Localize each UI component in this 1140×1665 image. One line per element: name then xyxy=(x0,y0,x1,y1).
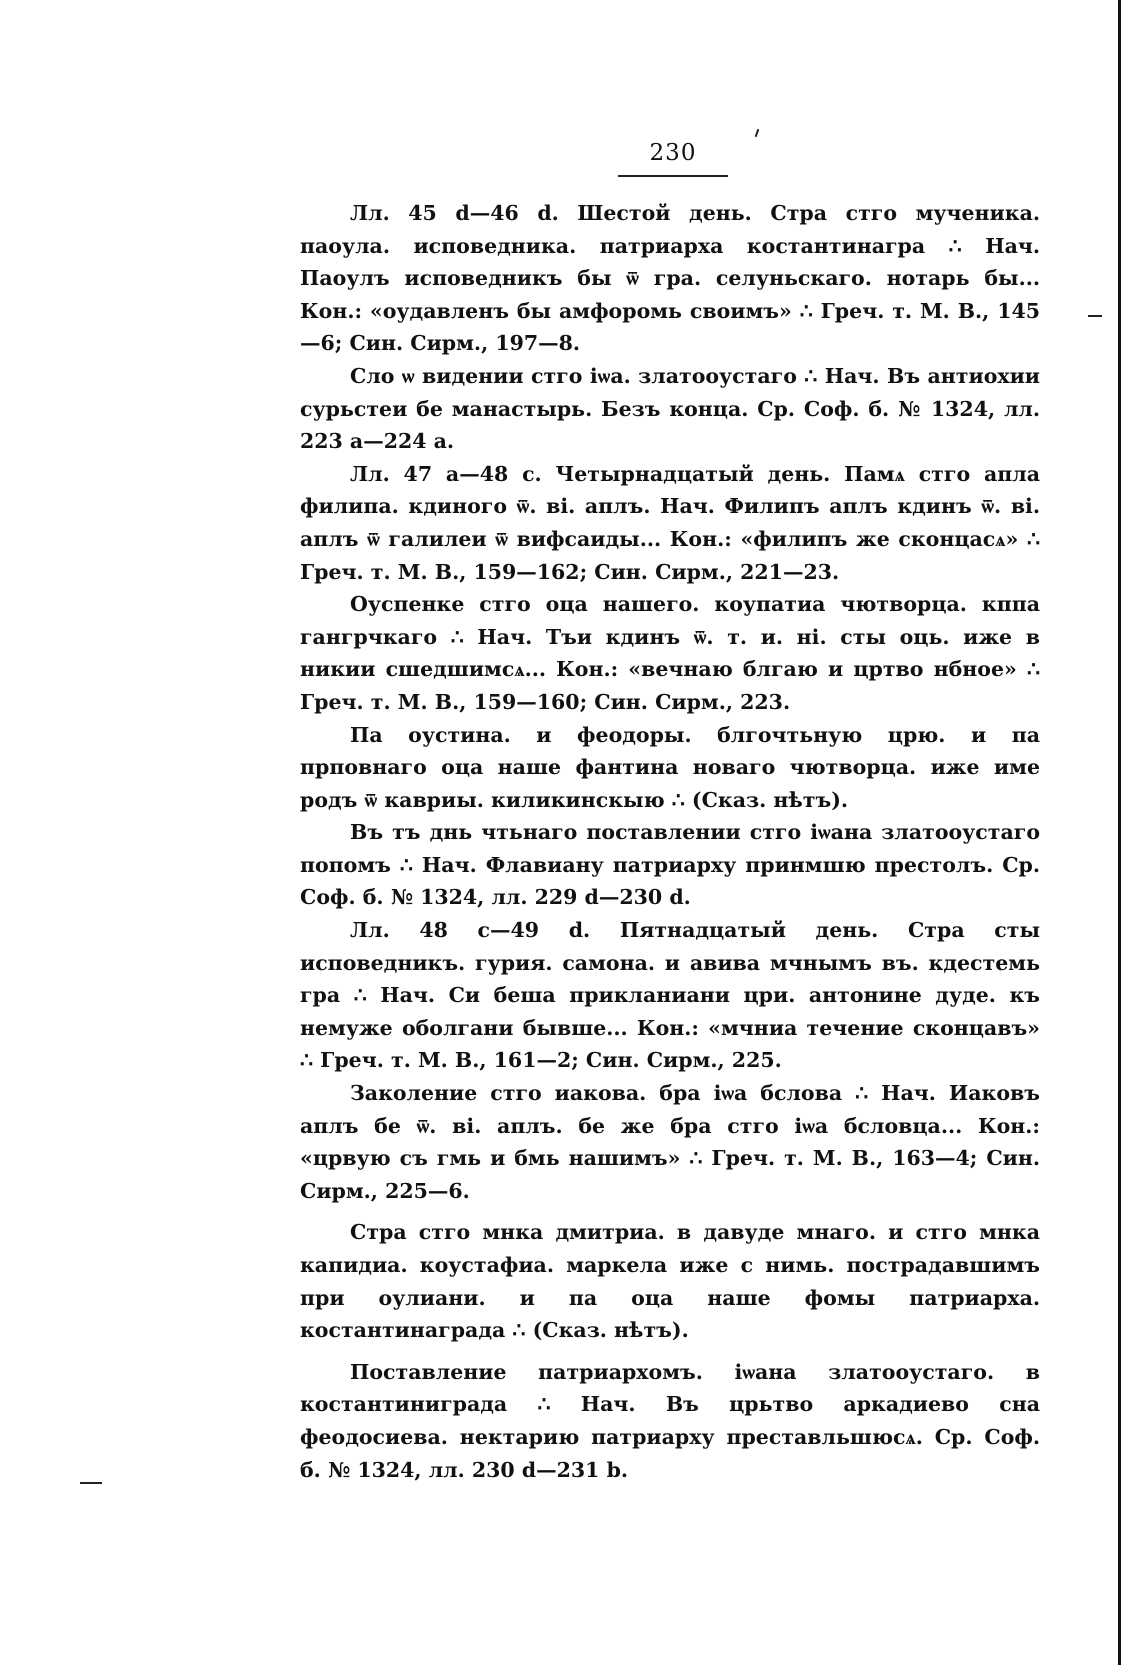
scan-speck xyxy=(755,129,760,137)
entry-paragraph: Заколение стго иакова. бра іѡа бслова ∴ Нач. Иаковъ аплъ бе ѿ. ві. аплъ. бе же бра стго іѡа бсловца... Кон.: «црвую съ гмь и бмь нашимъ» ∴ Греч. т. М. В., 163—4; Син. Сирм., 225—6. xyxy=(300,1081,1040,1203)
entry-paragraph: Лл. 48 c—49 d. Пятнадцатый день. Стра сты исповедникъ. гурия. самона. и авива мчнымъ въ. кдестемь гра ∴ Нач. Си беша прикланиани цри. антонине дуде. къ немуже оболгани бывше... Кон.: «мчниа течение сконцавъ» ∴ Греч. т. М. В., 161—2; Син. Сирм., 225. xyxy=(300,918,1040,1073)
entry-paragraph: Лл. 45 d—46 d. Шестой день. Стра стго мученика. паоула. исповедника. патриарха костантинагра ∴ Нач. Паоулъ исповедникъ бы ѿ гра. селуньскаго. нотарь бы... Кон.: «оудавленъ бы амфоромь своимъ» ∴ Греч. т. М. В., 145—6; Син. Сирм., 197—8. xyxy=(300,201,1040,356)
page-number: 230 xyxy=(649,140,697,166)
scan-edge-line xyxy=(1118,0,1121,1665)
entry-paragraph: Сло ѡ видении стго іѡа. златооустаго ∴ Нач. Въ антиохии сурьстеи бе манастырь. Безъ конца. Ср. Соф. б. № 1324, лл. 223 a—224 a. xyxy=(300,363,1040,454)
body-text xyxy=(300,197,1040,1486)
entry-paragraph: Поставление патриархомъ. іѡана златооустаго. в костантиниграда ∴ Нач. Въ црьтво аркадиево сна феодосиева. нектарию патриарху преставльшюсѧ. Ср. Соф. б. № 1324, лл. 230 d—231 b. xyxy=(300,1359,1040,1482)
entry-paragraph: Па оустина. и феодоры. блгочтьную црю. и па прповнаго оца наше фантина новаго чютворца. иже име родъ ѿ кавриы. киликинскыю ∴ (Сказ. нѣтъ). xyxy=(300,722,1040,812)
page-number-underline xyxy=(618,175,728,177)
scan-speck xyxy=(1088,315,1102,317)
entry-paragraph: Стра стго мнка дмитриа. в давуде мнаго. и стго мнка капидиа. коустафиа. маркела иже с нимь. пострадавшимъ при оулиани. и па оца наше фомы патриарха. костантинаграда ∴ (Сказ. нѣтъ). xyxy=(300,1220,1040,1343)
entry-paragraph: Лл. 47 a—48 c. Четырнадцатый день. Памѧ стго апла филипа. кдиного ѿ. ві. аплъ. Нач. Филипъ аплъ кдинъ ѿ. ві. аплъ ѿ галилеи ѿ вифсаиды... Кон.: «филипъ же сконцасѧ» ∴ Греч. т. М. В., 159—162; Син. Сирм., 221—23. xyxy=(300,461,1040,584)
margin-dash xyxy=(80,1482,102,1484)
entry-paragraph: Въ тъ днь чтьнаго поставлении стго іѡана златооустаго попомъ ∴ Нач. Флавиану патриарху принмшю престолъ. Ср. Соф. б. № 1324, лл. 229 d—230 d. xyxy=(300,820,1040,910)
entry-paragraph: Оуспенке стго оца нашего. коупатиа чютворца. кппа гангрчкаго ∴ Нач. Тъи кдинъ ѿ. т. и. ні. сты оць. иже в никии сшедшимсѧ... Кон.: «вечнаю блгаю и цртво нбное» ∴ Греч. т. М. В., 159—160; Син. Сирм., 223. xyxy=(300,592,1040,714)
